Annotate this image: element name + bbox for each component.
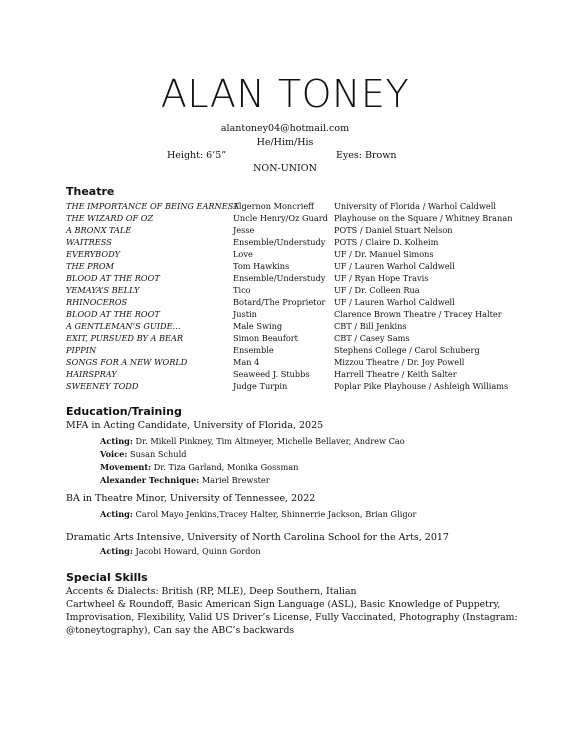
credit-row (66, 237, 506, 249)
mfa-movement-line (100, 462, 298, 472)
skills-line: @toneytography), Can say the ABC’s backwards (66, 625, 295, 636)
acting-label: Acting: (100, 509, 133, 519)
role: Ensemble (233, 345, 274, 355)
mfa-heading: MFA in Acting Candidate, University of Florida, 2025 (66, 420, 324, 431)
venue-director: CBT / Bill Jenkins (334, 321, 407, 331)
credit-row (66, 309, 506, 321)
intensive-acting-teachers: Jacobi Howard, Quinn Gordon (135, 546, 261, 556)
credit-row (66, 249, 506, 261)
show-title: PIPPIN (66, 345, 97, 355)
show-title: A BRONX TALE (66, 225, 132, 235)
union-status: NON-UNION (253, 163, 317, 174)
mfa-alexander-teachers: Mariel Brewster (201, 475, 270, 485)
mfa-voice-line (100, 449, 186, 459)
eye-color-stat: Eyes: Brown (336, 150, 397, 161)
venue-director: UF / Lauren Warhol Caldwell (334, 261, 455, 271)
ba-acting-line (100, 509, 416, 519)
show-title: A GENTLEMAN’S GUIDE… (66, 321, 181, 331)
show-title: WAITRESS (66, 237, 112, 247)
acting-label: Acting: (100, 546, 133, 556)
role: Uncle Henry/Oz Guard (233, 213, 328, 223)
role: Justin (233, 309, 257, 319)
role: Tom Hawkins (233, 261, 290, 271)
skills-line: Accents & Dialects: British (RP, MLE), Deep Southern, Italian (66, 586, 357, 597)
credit-row (66, 357, 506, 369)
venue-director: UF / Ryan Hope Travis (334, 273, 429, 283)
show-title: SWEENEY TODD (66, 381, 139, 391)
education-heading: Education/Training (66, 405, 182, 418)
credit-row (66, 333, 506, 345)
mfa-alexander-line (100, 475, 270, 485)
role: Jesse (233, 225, 255, 235)
venue-director: Mizzou Theatre / Dr. Joy Powell (334, 357, 465, 367)
venue-director: CBT / Casey Sams (334, 333, 410, 343)
ba-acting-teachers: Carol Mayo Jenkins,Tracey Halter, Shinnerrie Jackson, Brian Gligor (135, 509, 417, 519)
venue-director: Harrell Theatre / Keith Salter (334, 369, 457, 379)
venue-director: Poplar Pike Playhouse / Ashleigh Williams (334, 381, 509, 391)
movement-label: Movement: (100, 462, 152, 472)
credit-row (66, 261, 506, 273)
credit-row (66, 345, 506, 357)
mfa-acting-line (100, 436, 405, 446)
role: Man 4 (233, 357, 260, 367)
venue-director: Clarence Brown Theatre / Tracey Halter (334, 309, 502, 319)
credit-row (66, 225, 506, 237)
show-title: THE IMPORTANCE OF BEING EARNEST (66, 201, 239, 211)
mfa-voice-teachers: Susan Schuld (130, 449, 187, 459)
email-address[interactable]: alantoney04@hotmail.com (220, 123, 350, 134)
credit-row (66, 381, 509, 393)
role: Seaweed J. Stubbs (233, 369, 310, 379)
theatre-heading: Theatre (66, 185, 115, 198)
role: Algernon Moncrieff (233, 201, 314, 211)
role: Ensemble/Understudy (233, 273, 326, 283)
venue-director: POTS / Daniel Stuart Nelson (334, 225, 453, 235)
credit-row (66, 297, 506, 309)
role: Love (233, 249, 253, 259)
credit-row (66, 285, 506, 297)
intensive-heading: Dramatic Arts Intensive, University of North Carolina School for the Arts, 2017 (66, 532, 449, 543)
show-title: SONGS FOR A NEW WORLD (66, 357, 188, 367)
venue-director: Stephens College / Carol Schuberg (334, 345, 480, 355)
role: Ensemble/Understudy (233, 237, 326, 247)
venue-director: UF / Dr. Colleen Rua (334, 285, 420, 295)
credit-row (66, 213, 513, 225)
credit-row (66, 273, 506, 285)
role: Tico (233, 285, 251, 295)
actor-name: ALAN TONEY (160, 72, 410, 116)
pronouns: He/Him/His (256, 137, 314, 148)
role: Botard/The Proprietor (233, 297, 326, 307)
show-title: THE WIZARD OF OZ (66, 213, 154, 223)
show-title: BLOOD AT THE ROOT (66, 273, 160, 283)
skills-line: Improvisation, Flexibility, Valid US Driver’s License, Fully Vaccinated, Photography (Instagram: (66, 612, 518, 623)
show-title: EVERYBODY (66, 249, 121, 259)
show-title: RHINOCEROS (66, 297, 128, 307)
credit-row (66, 201, 506, 213)
venue-director: Playhouse on the Square / Whitney Branan (334, 213, 513, 223)
role: Male Swing (233, 321, 283, 331)
intensive-acting-line (100, 546, 261, 556)
special-skills-heading: Special Skills (66, 571, 148, 584)
show-title: BLOOD AT THE ROOT (66, 309, 160, 319)
mfa-movement-teachers: Dr. Tiza Garland, Monika Gossman (153, 462, 299, 472)
acting-label: Acting: (100, 436, 133, 446)
show-title: THE PROM (66, 261, 114, 271)
venue-director: UF / Dr. Manuel Simons (334, 249, 434, 259)
mfa-acting-teachers: Dr. Mikell Pinkney, Tim Altmeyer, Michelle Bellaver, Andrew Cao (135, 436, 405, 446)
show-title: YEMAYA’S BELLY (66, 285, 140, 295)
venue-director: University of Florida / Warhol Caldwell (334, 201, 496, 211)
show-title: EXIT, PURSUED BY A BEAR (66, 333, 184, 343)
role: Simon Beaufort (233, 333, 298, 343)
venue-director: POTS / Claire D. Kolheim (334, 237, 439, 247)
credit-row (66, 369, 506, 381)
height-stat: Height: 6’5” (167, 150, 227, 161)
alexander-label: Alexander Technique: (100, 475, 200, 485)
theatre-credits (66, 201, 513, 393)
credit-row (66, 321, 506, 333)
show-title: HAIRSPRAY (66, 369, 117, 379)
voice-label: Voice: (100, 449, 128, 459)
venue-director: UF / Lauren Warhol Caldwell (334, 297, 455, 307)
role: Judge Turpin (233, 381, 288, 391)
ba-heading: BA in Theatre Minor, University of Tennessee, 2022 (66, 493, 316, 504)
skills-line: Cartwheel & Roundoff, Basic American Sign Language (ASL), Basic Knowledge of Puppetry, (66, 599, 501, 610)
